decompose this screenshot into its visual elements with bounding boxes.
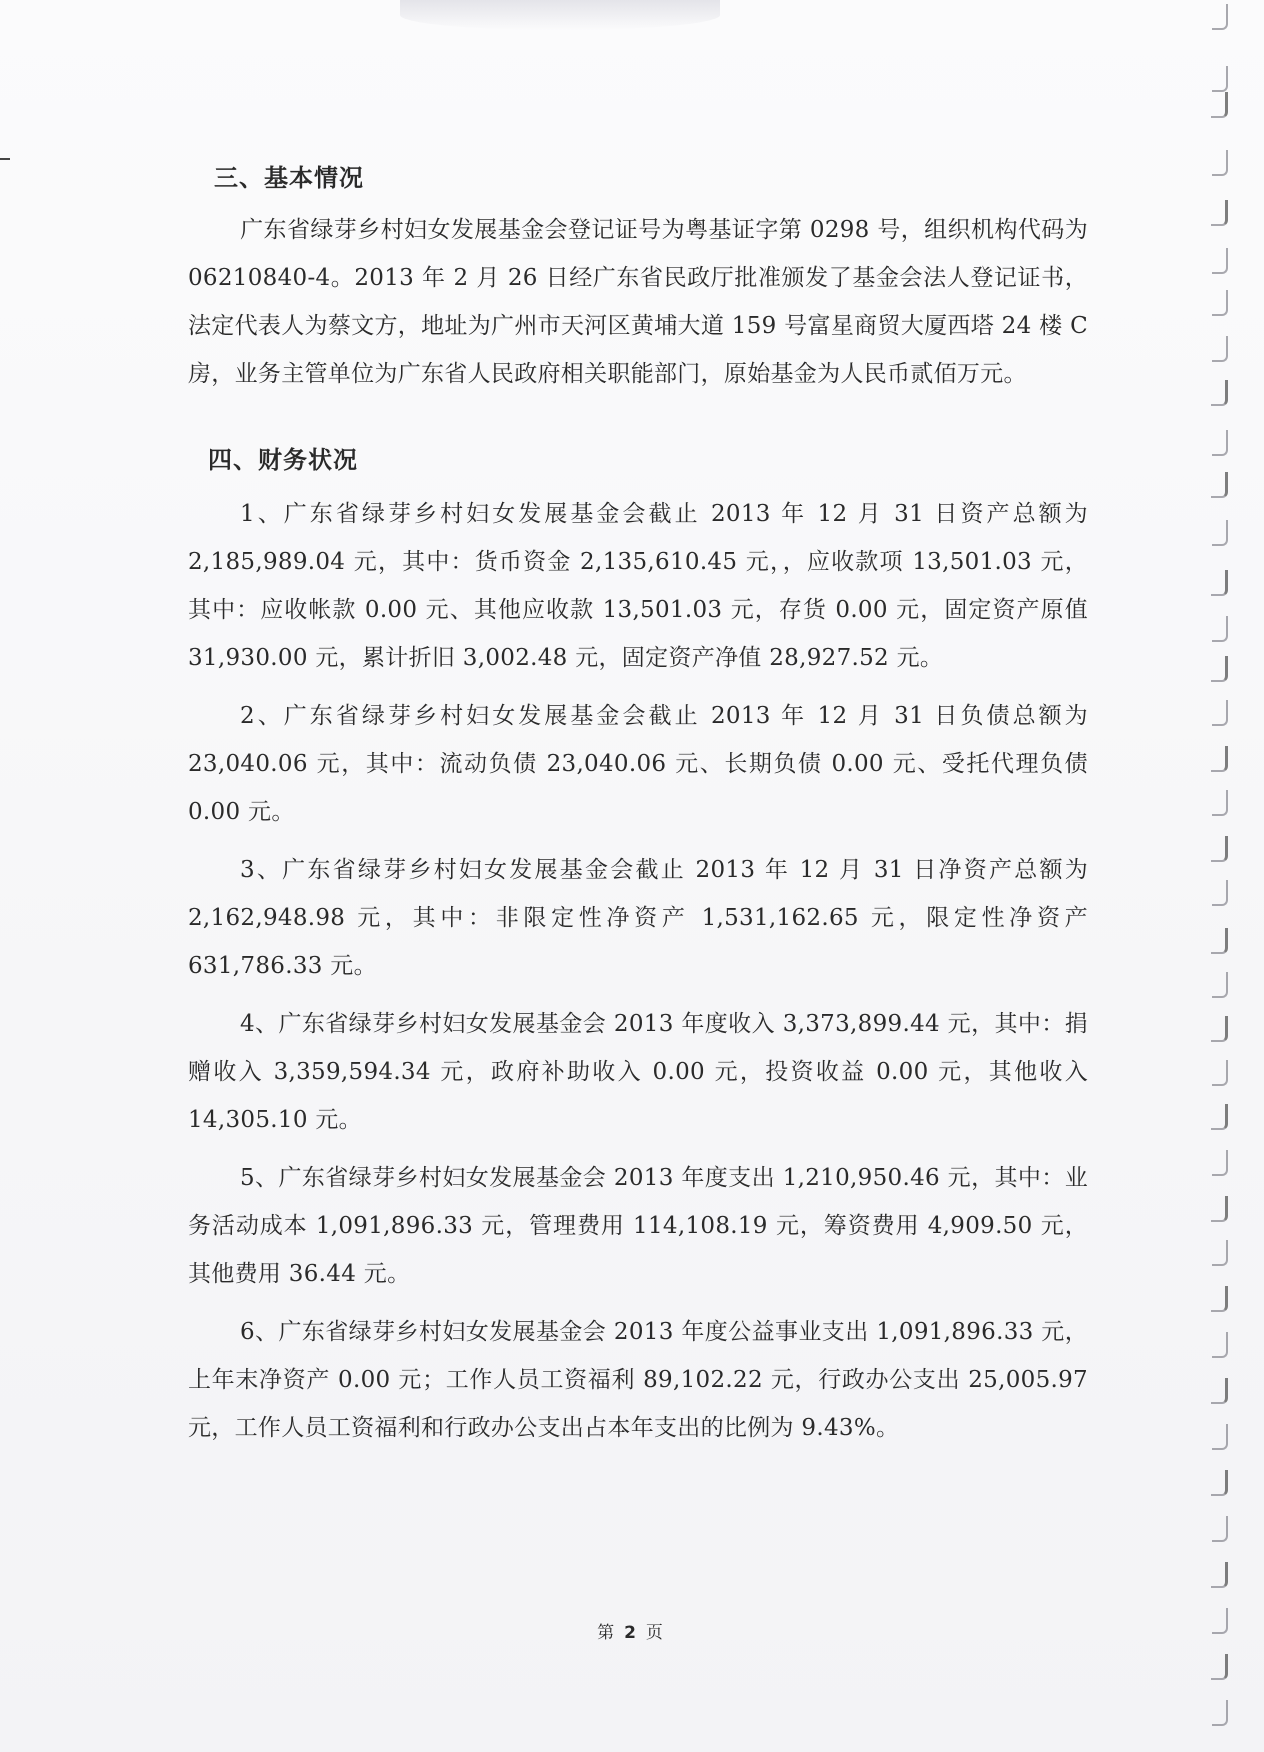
page-label-suffix: 页 (645, 1623, 667, 1643)
financial-item-3 (188, 846, 1088, 990)
financial-item-text: 1、广东省绿芽乡村妇女发展基金会截止 2013 年 12 月 31 日资产总额为 2,185,989.04 元，其中：货币资金 2,135,610.45 元，，应收款项 13,501.03 元，其中：应收帐款 0.00 元、其他应收款 13,501.03 元，存货 0.00 元，固定资产原值 31,930.00 元，累计折旧 3,002.48 元，固定资产净值 28,927.52 元。 (188, 501, 1088, 671)
financial-item-4 (188, 1000, 1088, 1144)
financial-item-5 (188, 1154, 1088, 1298)
financial-item-2 (188, 692, 1088, 836)
basic-info-paragraph (188, 206, 1088, 398)
financial-item-text: 3、广东省绿芽乡村妇女发展基金会截止 2013 年 12 月 31 日净资产总额为 2,162,948.98 元，其中：非限定性净资产 1,531,162.65 元，限定性净资产 631,786.33 元。 (188, 857, 1088, 979)
binding-perforations (1194, 0, 1264, 1752)
scan-edge-tick (0, 158, 10, 160)
financial-item-text: 4、广东省绿芽乡村妇女发展基金会 2013 年度收入 3,373,899.44 元，其中：捐赠收入 3,359,594.34 元，政府补助收入 0.00 元，投资收益 0.00 元，其他收入 14,305.10 元。 (188, 1011, 1088, 1133)
section-heading-basic-info: 三、基本情况 (214, 163, 364, 192)
scan-bleed-mark (400, 0, 720, 30)
financial-item-text: 6、广东省绿芽乡村妇女发展基金会 2013 年度公益事业支出 1,091,896.33 元，上年末净资产 0.00 元；工作人员工资福利 89,102.22 元，行政办公支出 25,005.97 元，工作人员工资福利和行政办公支出占本年支出的比例为 9.43%。 (188, 1319, 1088, 1441)
section-heading-financial-status: 四、财务状况 (208, 445, 358, 474)
financial-item-1 (188, 490, 1088, 682)
page-footer (0, 1618, 1264, 1643)
basic-info-text: 广东省绿芽乡村妇女发展基金会登记证号为粤基证字第 0298 号，组织机构代码为 06210840-4。2013 年 2 月 26 日经广东省民政厅批准颁发了基金会法人登记证书，法定代表人为蔡文方，地址为广州市天河区黄埔大道 159 号富星商贸大厦西塔 24 楼 C 房，业务主管单位为广东省人民政府相关职能部门，原始基金为人民币贰佰万元。 (188, 217, 1088, 387)
financial-item-6 (188, 1308, 1088, 1452)
page-number: 2 (624, 1623, 640, 1643)
financial-item-text: 2、广东省绿芽乡村妇女发展基金会截止 2013 年 12 月 31 日负债总额为 23,040.06 元，其中：流动负债 23,040.06 元、长期负债 0.00 元、受托代理负债 0.00 元。 (188, 703, 1088, 825)
financial-item-text: 5、广东省绿芽乡村妇女发展基金会 2013 年度支出 1,210,950.46 元，其中：业务活动成本 1,091,896.33 元，管理费用 114,108.19 元，筹资费用 4,909.50 元，其他费用 36.44 元。 (188, 1165, 1088, 1287)
page-label-prefix: 第 (597, 1623, 619, 1643)
document-body (188, 150, 1088, 1452)
